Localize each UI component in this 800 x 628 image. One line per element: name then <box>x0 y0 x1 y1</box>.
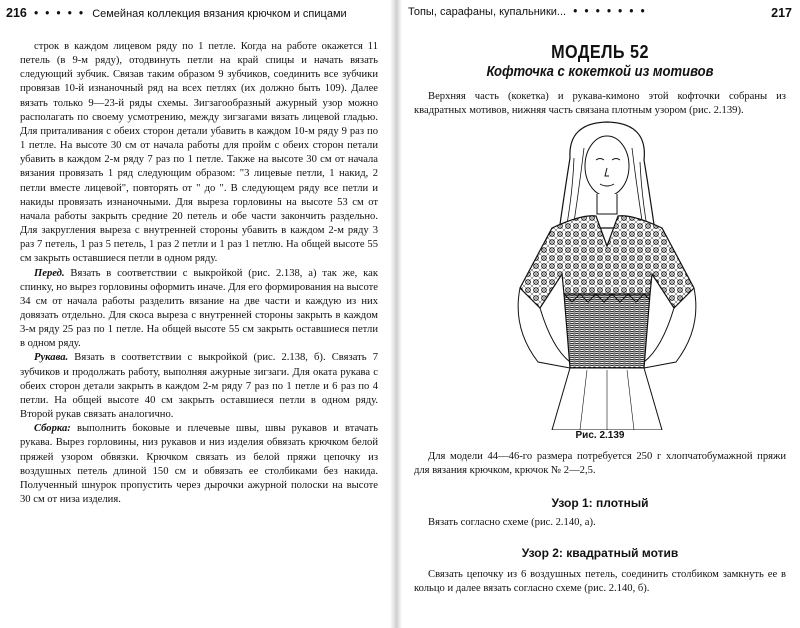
right-page-number: 217 <box>771 6 792 20</box>
run-in-front: Перед. <box>34 267 65 279</box>
paragraph-sleeves: Рукава. Вязать в соответствии с выкройкой (рис. 2.138, б). Связать 7 зубчиков и продолжать работу, выполняя ажурные зигзаги. Для оката рукава с обеих сторон детали закрыть в каждом 2-м ряду 7 раз по 1 петле и 6 раз по 4 петли. На общей высоте 40 см закрыть оставшиеся петли в одном ряду. Второй рукав связать аналогично. <box>20 352 378 421</box>
figure-drawing <box>492 118 722 430</box>
section-text-pattern-2: Связать цепочку из 6 воздушных петель, соединить столбиком замкнуть ее в кольцо и далее вязать согласно схеме (рис. 2.140, б). <box>414 569 786 594</box>
right-running-head <box>408 6 792 24</box>
model-title: МОДЕЛЬ 52 <box>551 42 649 62</box>
intro-paragraph: Верхняя часть (кокетка) и рукава-кимоно этой кофточки собраны из квадратных мотивов, нижняя часть связана плотным узором (рис. 2.139). <box>414 91 786 116</box>
model-subtitle: Кофточка с кокеткой из мотивов <box>486 64 714 80</box>
section-text-pattern-1: Вязать согласно схеме (рис. 2.140, а). <box>428 517 596 528</box>
run-in-assembly: Сборка: <box>34 423 71 435</box>
left-page <box>0 0 392 628</box>
running-head-dots: • • • • • • • <box>573 6 647 18</box>
left-running-head <box>6 6 384 24</box>
figure-caption: Рис. 2.139 <box>575 430 625 441</box>
left-body-text <box>20 40 378 507</box>
paragraph-back-continued: строк в каждом лицевом ряду по 1 петле. Когда на работе окажется 11 петель (в 9-м ряду), отодвинуть петли на край спицы и начать вязать следующий зубчик. Связав таким образом 9 зубчиков, соединить все зубчики провязав 10-й изнаночный ряд на всех петлях (их должно быть 109). Далее вязать только 9—23-й ряды схемы. Зигзагообразный ажурный узор можно располагать по своему усмотрению, между зигзагами вязать лицевой гладью. Для приталивания с обеих сторон детали убавить в каждом 10-м ряду 9 раз по 1 петле. На высоте 30 см от начала работы для пройм с обеих сторон петали убавить в каждом 2-м ряду 7 раз по 1 петле. Также на высоте 30 см от начала вязания провязать 1 ряд следующим образом: "3 лицевые петли, 1 накид, 2 петли вместе лицевой", повторять от " до ". В следующем ряду все петли и накиды провязать изнаночными. Для выреза горловины на высоте 53 см от начала работы закрыть средние 20 петель и обе части закончить раздельно. Для закругления выреза с внутренней стороны убавить в каждом 2-м ряду 3 раз 7 петель, 1 раз 5 петель, 1 раз 2 петли и 1 раз 1 петлю. На общей высоте 55 см закрыть оставшиеся петли в одном ряду. <box>20 41 378 265</box>
right-running-head-title: Топы, сарафаны, купальники... <box>408 6 567 18</box>
paragraph-front: Перед. Вязать в соответствии с выкройкой (рис. 2.138, а) так же, как спинку, но вырез горловины оформить иначе. Для его формирования на высоте 34 см от начала работы разделить вязание на две части и каждую из них довязать отдельно. Для скоса выреза с внутренней стороны закрыть в каждом 3-м ряду 25 раз по 1 петле. На общей высоте 55 см закрыть оставшиеся петли в одном ряду. <box>20 267 378 350</box>
woman-blouse-illustration <box>492 118 722 430</box>
left-page-number: 216 <box>6 6 27 20</box>
yarn-paragraph: Для модели 44—46-го размера потребуется 250 г хлопчатобумажной пряжи для вязания крючком, крючок № 2—2,5. <box>414 451 786 476</box>
right-page <box>400 0 800 628</box>
paragraph-assembly: Сборка: выполнить боковые и плечевые швы, швы рукавов и втачать рукава. Вырез горловины, низ рукавов и низ изделия обвязать крючком белой пряжей узором обвязки. Крючком связать из белой пряжи цепочку из воздушных петель длиной 150 см и обвязать ее столбиками без накида. Полученный шнурок пропустить через дырочки ажурной полоски на высоте 30 см от низа изделия. <box>20 423 378 505</box>
running-head-dots: • • • • • <box>34 8 85 20</box>
left-running-head-title: Семейная коллекция вязания крючком и спицами <box>92 8 347 20</box>
section-heading-pattern-2: Узор 2: квадратный мотив <box>521 546 679 560</box>
section-heading-pattern-1: Узор 1: плотный <box>551 496 649 510</box>
run-in-sleeves: Рукава. <box>34 352 69 364</box>
